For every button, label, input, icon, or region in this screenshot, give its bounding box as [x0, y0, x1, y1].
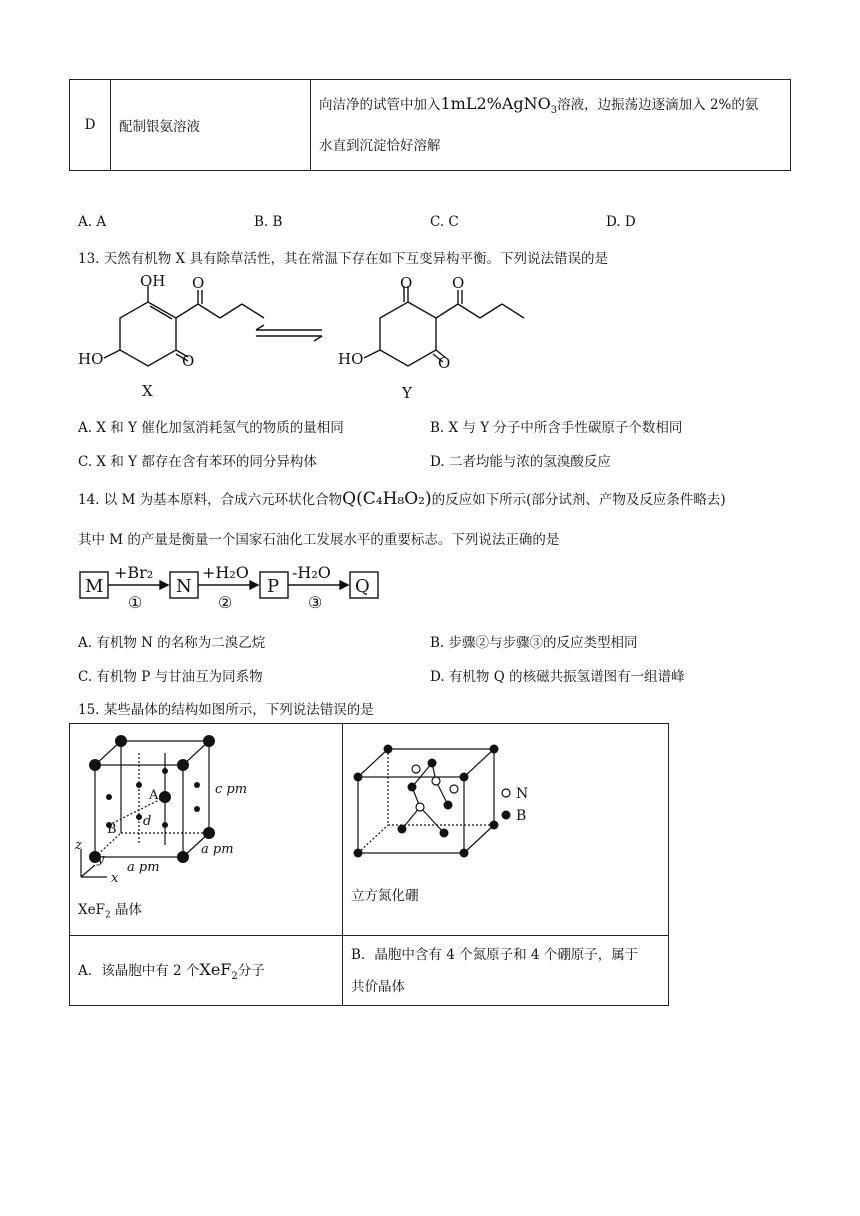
x-ring	[120, 302, 176, 366]
axis-x: x	[111, 871, 119, 886]
q14-stem-line-1: 14. 以 M 为基本原料，合成六元环状化合物Q(C₄H₈O₂)的反应如下所示(部分试剂、产物及反应条件略去)	[78, 489, 726, 509]
q13-option-d: D. 二者均能与浓的氢溴酸反应	[430, 454, 611, 470]
procedure-cell	[311, 80, 791, 171]
x-label: X	[142, 382, 153, 400]
bn-figure-cell	[343, 724, 669, 936]
q-formula: Q(C₄H₈O₂)	[342, 489, 432, 509]
q12-option-c: C. C	[430, 214, 459, 230]
bn-caption: 立方氮化硼	[351, 888, 419, 904]
y-ho-label: HO	[338, 350, 364, 368]
q14-option-a: A. 有机物 N 的名称为二溴乙烷	[78, 635, 266, 651]
y-label: Y	[402, 384, 412, 402]
xef2-caption: XeF$_2$ 晶体	[78, 902, 142, 921]
reagent-table-row-d	[69, 79, 791, 171]
y-o3-label: O	[438, 354, 451, 372]
step-3: ③	[308, 593, 323, 612]
y-o1-label: O	[400, 274, 413, 292]
label-a-side: a pm	[201, 842, 234, 857]
q13-option-c: C. X 和 Y 都存在含有苯环的同分异构体	[78, 454, 317, 470]
option-b-cell: B．晶胞中含有 4 个氮原子和 4 个硼原子，属于 共价晶体	[343, 936, 669, 1006]
q12-option-d: D. D	[606, 214, 636, 230]
q13-stem: 13. 天然有机物 X 具有除草活性，其在常温下存在如下互变异构平衡。下列说法错误的是	[78, 251, 608, 267]
x-o-label: O	[192, 274, 205, 292]
experiment-name: 配制银氨溶液	[119, 119, 200, 135]
label-c: c pm	[215, 782, 248, 797]
step-1: ①	[128, 593, 143, 612]
synthesis-scheme	[78, 558, 388, 614]
q13-option-b: B. X 与 Y 分子中所含手性碳原子个数相同	[430, 420, 683, 436]
option-a-cell: A．该晶胞中有 2 个XeF$_2$分子	[70, 936, 343, 1006]
q13-option-a: A. X 和 Y 催化加氢消耗氢气的物质的量相同	[78, 420, 344, 436]
reagent-3: -H₂O	[292, 563, 331, 582]
box-m: M	[85, 576, 104, 597]
bn-unit-cell	[344, 725, 664, 875]
experiment-cell	[111, 80, 311, 171]
q14-option-d: D. 有机物 Q 的核磁共振氢谱图有一组谱峰	[430, 669, 685, 685]
y-o2-label: O	[452, 274, 465, 292]
label-a-atom: A	[149, 788, 159, 803]
q14-option-c: C. 有机物 P 与甘油互为同系物	[78, 669, 263, 685]
box-q: Q	[355, 576, 370, 597]
reagent-2: +H₂O	[202, 563, 249, 582]
legend-b: B	[516, 808, 527, 824]
legend-n: N	[516, 786, 529, 802]
q15-stem: 15. 某些晶体的结构如图所示，下列说法错误的是	[78, 702, 374, 718]
axis-y: y	[97, 852, 105, 867]
label-d: d	[143, 814, 152, 829]
q12-option-a: A. A	[78, 214, 107, 230]
q12-option-b: B. B	[254, 214, 283, 230]
x-ho-label: HO	[78, 350, 104, 368]
x-oh-label: OH	[140, 272, 166, 290]
agno3-formula: 1mL2%AgNO$_3$	[440, 94, 558, 117]
procedure-line-1: 向洁净的试管中加入1mL2%AgNO$_3$溶液，边振荡边逐滴加入 2%的氨	[319, 94, 759, 117]
q14-stem-line-2: 其中 M 的产量是衡量一个国家石油化工发展水平的重要标志。下列说法正确的是	[78, 532, 560, 548]
x-o2-label: O	[182, 352, 195, 370]
tautomer-structures	[78, 272, 528, 406]
row-letter-cell	[70, 80, 111, 171]
step-2: ②	[218, 593, 233, 612]
axis-z: z	[75, 838, 82, 853]
y-ring	[380, 302, 436, 366]
box-p: P	[267, 576, 280, 597]
reagent-1: +Br₂	[114, 563, 154, 582]
label-b-atom: B	[107, 822, 117, 837]
q14-option-b: B. 步骤②与步骤③的反应类型相同	[430, 635, 638, 651]
box-n: N	[176, 576, 192, 597]
xef2-figure-cell	[70, 724, 343, 936]
procedure-line-2: 水直到沉淀恰好溶解	[319, 137, 441, 154]
row-letter: D	[84, 117, 96, 133]
label-a-bottom: a pm	[127, 860, 160, 875]
crystal-table	[69, 723, 669, 1006]
